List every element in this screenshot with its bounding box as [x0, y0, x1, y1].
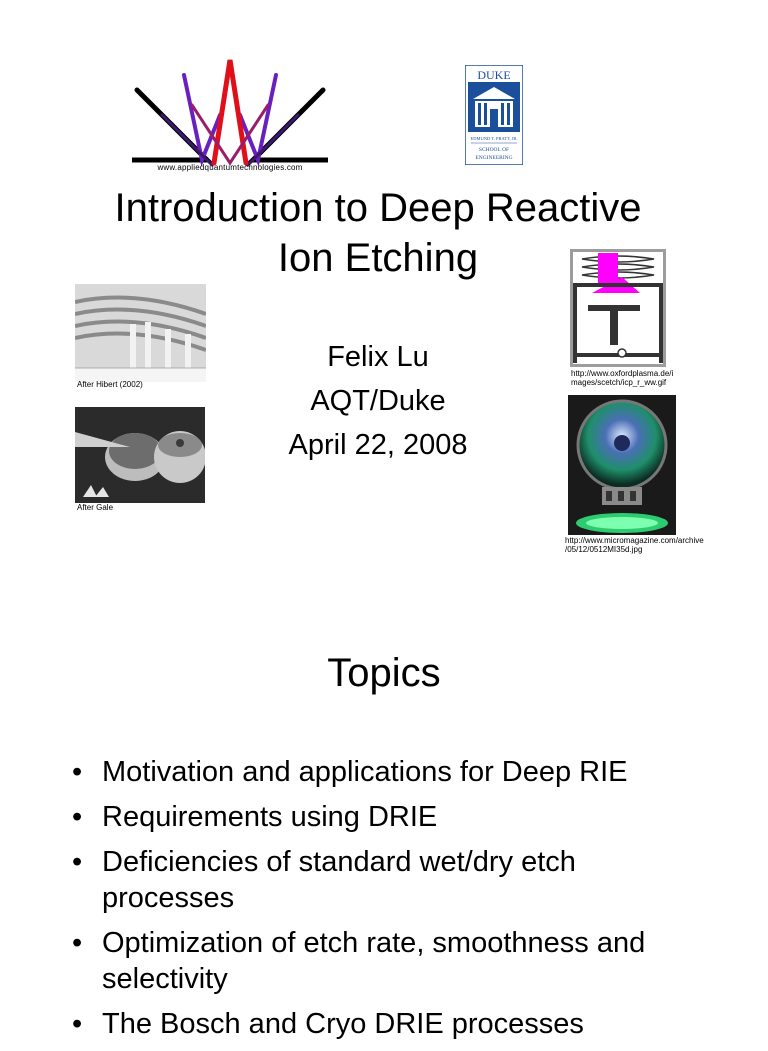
- list-item: [72, 925, 722, 997]
- bullet-text: Motivation and applications for Deep RIE: [102, 756, 628, 788]
- bullet-text: The Bosch and Cryo DRIE processes: [102, 1008, 584, 1040]
- aqt-logo: [132, 55, 328, 175]
- chamber-caption-line2: /05/12/0512MI35d.jpg: [565, 545, 643, 554]
- slide-title-line1: Introduction to Deep Reactive: [114, 186, 642, 230]
- duke-logo-sub2: SCHOOL OF: [478, 147, 510, 153]
- sem1-caption: After Hibert (2002): [77, 380, 143, 389]
- chamber-caption-line1: http://www.micromagazine.com/archive: [565, 536, 704, 545]
- chamber-caption: [565, 536, 715, 554]
- bullet-icon: •: [72, 756, 83, 788]
- aqt-url: www.appliedquantumtechnologies.com: [157, 163, 303, 172]
- bullet-icon: •: [72, 1008, 83, 1040]
- icp-caption-line2: mages/scetch/icp_r_ww.gif: [571, 378, 667, 387]
- bullet-text-cont: selectivity: [102, 963, 228, 995]
- duke-logo: [465, 65, 523, 165]
- bullet-icon: •: [72, 927, 83, 959]
- list-item: [72, 799, 722, 835]
- duke-logo-name: DUKE: [477, 68, 511, 82]
- etch-chamber-photo: [568, 395, 676, 535]
- bullet-text: Optimization of etch rate, smoothness and: [102, 927, 646, 959]
- sem2-caption: After Gale: [77, 503, 114, 512]
- topics-list: [72, 754, 722, 1051]
- date: April 22, 2008: [288, 429, 468, 461]
- bullet-text: Requirements using DRIE: [102, 801, 438, 833]
- icp-schematic-caption: [571, 369, 681, 387]
- duke-logo-sub3: ENGINEERING: [475, 155, 513, 161]
- topics-title: Topics: [327, 651, 441, 695]
- duke-chapel-logo-icon: [465, 65, 523, 165]
- icp-caption-line1: http://www.oxfordplasma.de/i: [571, 369, 674, 378]
- author: Felix Lu: [327, 341, 429, 373]
- list-item: [72, 754, 722, 790]
- list-item: [72, 1006, 722, 1042]
- aqt-fan-logo-icon: [132, 55, 328, 175]
- affiliation: AQT/Duke: [310, 385, 446, 417]
- duke-logo-sub1: EDMUND T. PRATT, JR.: [470, 136, 518, 141]
- list-item: [72, 844, 722, 916]
- sem-image-comb-structure: [75, 284, 206, 382]
- bullet-icon: •: [72, 846, 83, 878]
- bullet-text: Deficiencies of standard wet/dry etch: [102, 846, 576, 878]
- icp-schematic-image: [570, 249, 666, 367]
- slide-title-line2: Ion Etching: [277, 236, 479, 280]
- sem-image-gears: [75, 407, 205, 503]
- byline: [230, 335, 526, 467]
- bullet-icon: •: [72, 801, 83, 833]
- bullet-text-cont: processes: [102, 882, 235, 914]
